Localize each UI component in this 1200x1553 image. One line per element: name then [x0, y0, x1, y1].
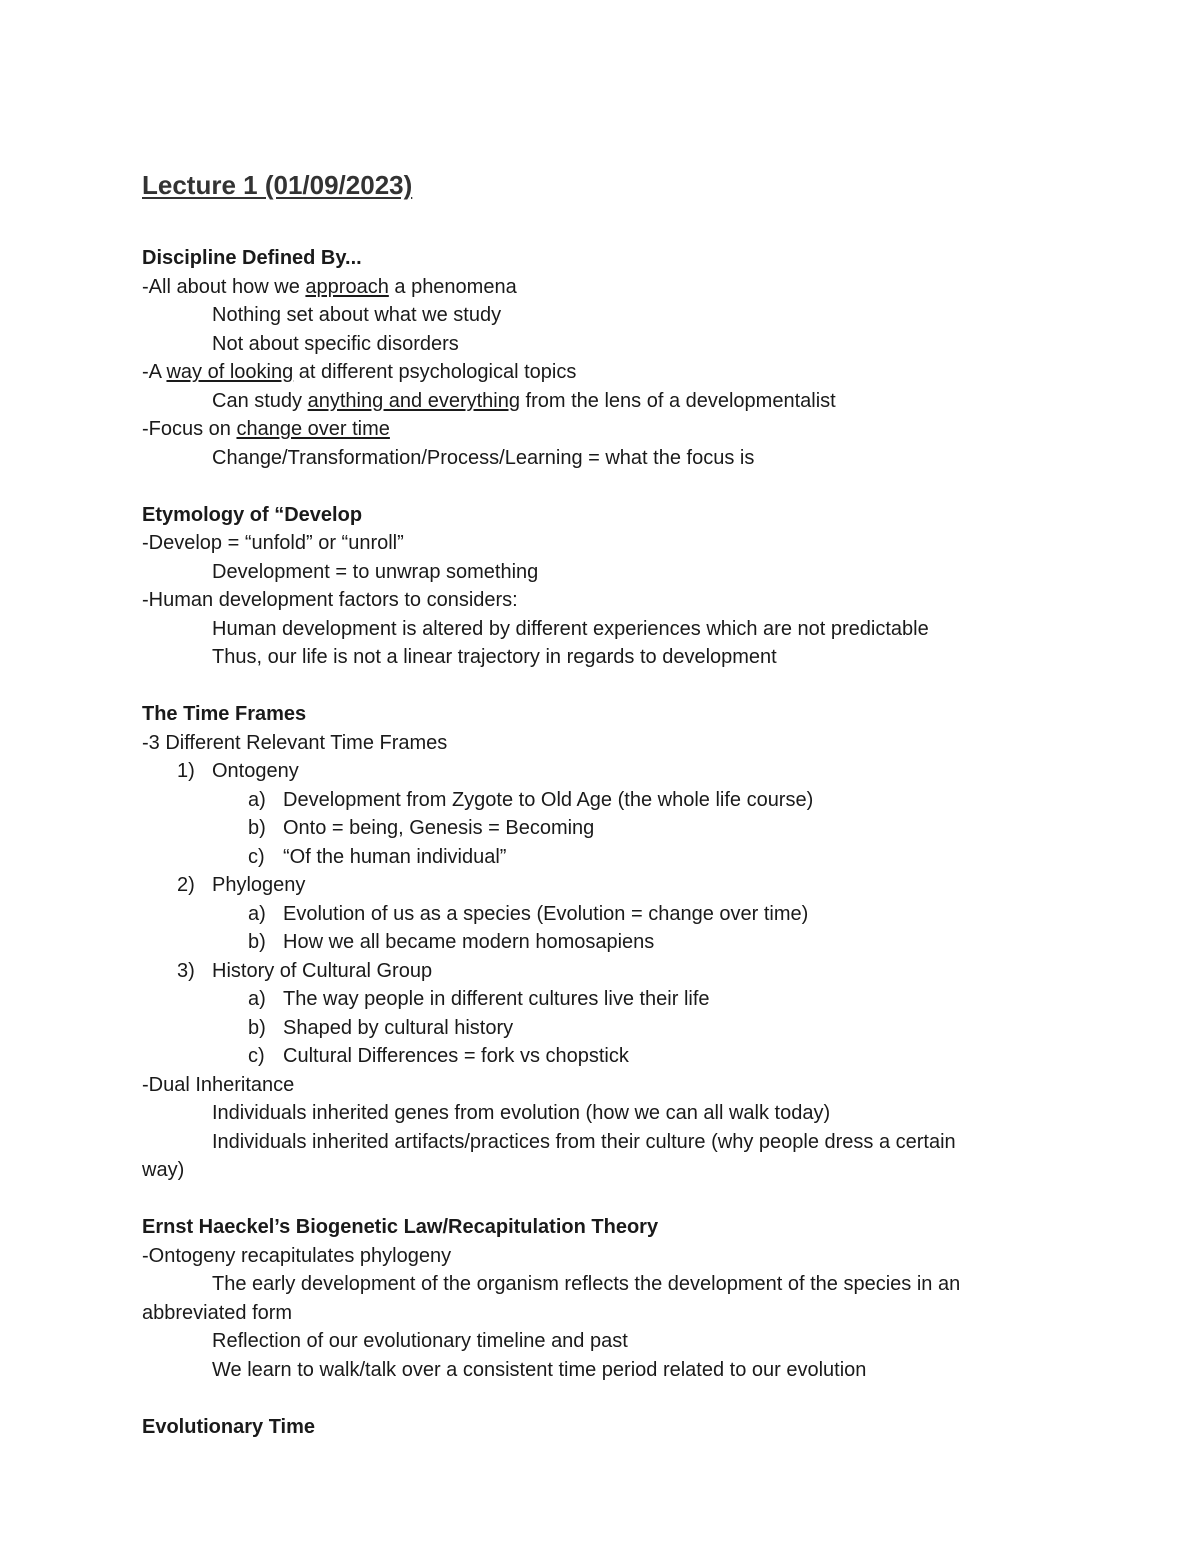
text-line: -Ontogeny recapitulates phylogeny	[142, 1244, 452, 1267]
document-body	[142, 244, 1042, 1441]
text-line: Reflection of our evolutionary timeline and past	[212, 1330, 628, 1352]
text-line: The early development of the organism reflects the development of the species in an	[212, 1273, 961, 1295]
section-heading: Ernst Haeckel’s Biogenetic Law/Recapitulation Theory	[142, 1216, 659, 1238]
text-line: -Develop = “unfold” or “unroll”	[142, 532, 404, 554]
text-line: Can study anything and everything from the lens of a developmentalist	[212, 389, 836, 412]
text-line: Individuals inherited artifacts/practices from their culture (why people dress a certain	[212, 1130, 956, 1153]
text-line: -Human development factors to considers:	[142, 589, 518, 611]
lettered-item: a) Development from Zygote to Old Age (the whole life course)	[142, 786, 1042, 815]
lettered-item: c) “Of the human individual”	[142, 843, 1042, 872]
list-letter: c)	[248, 845, 265, 868]
text-line: -A way of looking at different psychological topics	[142, 361, 577, 383]
list-number: 2)	[177, 874, 195, 896]
text-line: way)	[142, 1159, 185, 1181]
lettered-item: a) The way people in different cultures live their life	[142, 985, 1042, 1014]
numbered-item: 1) Ontogeny	[142, 757, 1042, 786]
text-line: -Dual Inheritance	[142, 1073, 295, 1096]
list-letter: a)	[248, 788, 266, 811]
list-letter: b)	[248, 817, 266, 839]
text-line: Human development is altered by different experiences which are not predictable	[212, 617, 929, 640]
section-heading: Etymology of “Develop	[142, 503, 363, 526]
section-heading: Evolutionary Time	[142, 1415, 316, 1438]
numbered-item: 2) Phylogeny	[142, 871, 1042, 900]
text-line: Development = to unwrap something	[212, 560, 539, 583]
spacer	[142, 1185, 1042, 1214]
list-letter: b)	[248, 1016, 266, 1039]
lettered-item: c) Cultural Differences = fork vs chopstick	[142, 1042, 1042, 1071]
list-letter: c)	[248, 1045, 265, 1067]
text-line: We learn to walk/talk over a consistent time period related to our evolution	[212, 1358, 867, 1381]
list-letter: a)	[248, 988, 266, 1010]
text-line: Individuals inherited genes from evolution (how we can all walk today)	[212, 1102, 831, 1124]
numbered-item: 3) History of Cultural Group	[142, 957, 1042, 986]
text-line: -All about how we approach a phenomena	[142, 275, 517, 298]
lettered-item: b) How we all became modern homosapiens	[142, 928, 1042, 957]
spacer	[142, 472, 1042, 501]
list-letter: a)	[248, 902, 266, 925]
text-line: Not about specific disorders	[212, 332, 459, 355]
text-line: Change/Transformation/Process/Learning = what the focus is	[212, 446, 755, 469]
text-line: Thus, our life is not a linear trajectory in regards to development	[212, 646, 777, 668]
lettered-item: b) Shaped by cultural history	[142, 1014, 1042, 1043]
section-heading: Discipline Defined By...	[142, 247, 362, 269]
text-line: -3 Different Relevant Time Frames	[142, 731, 448, 754]
spacer	[142, 1384, 1042, 1413]
text-line: -Focus on change over time	[142, 418, 390, 440]
spacer	[142, 672, 1042, 701]
lettered-item: b) Onto = being, Genesis = Becoming	[142, 814, 1042, 843]
list-number: 1)	[177, 760, 195, 782]
lettered-item: a) Evolution of us as a species (Evolution = change over time)	[142, 900, 1042, 929]
text-line: abbreviated form	[142, 1301, 293, 1324]
section-heading: The Time Frames	[142, 703, 307, 725]
text-line: Nothing set about what we study	[212, 304, 502, 326]
list-letter: b)	[248, 931, 266, 953]
page-title: Lecture 1 (01/09/2023)	[142, 170, 413, 200]
list-number: 3)	[177, 959, 195, 982]
